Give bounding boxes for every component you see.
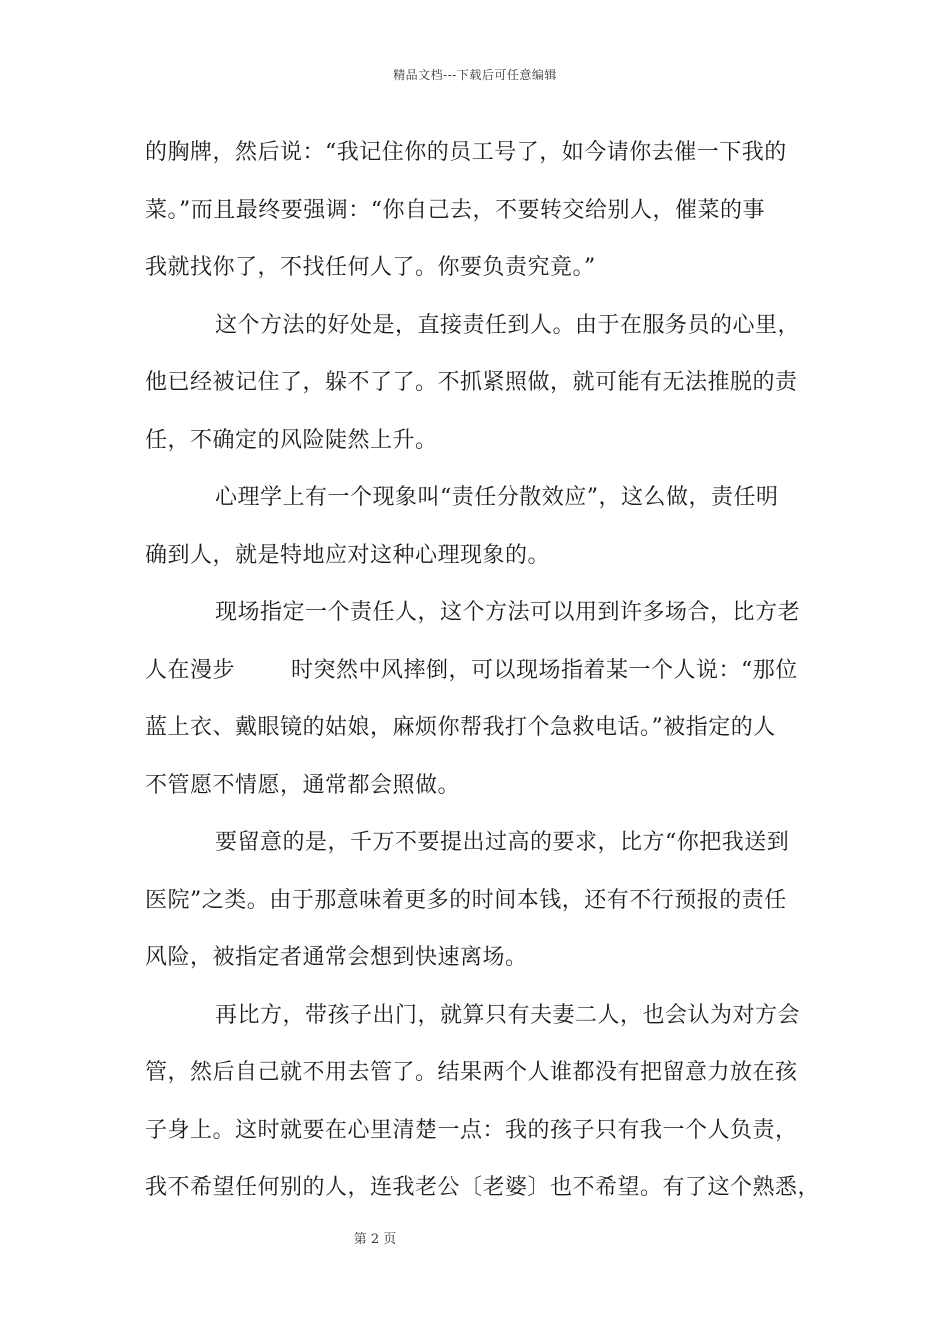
paragraph-first-line: 再比方，带孩子出门，就算只有夫妻二人，也会认为对方会 [215, 1002, 801, 1028]
page-header: 精品文档---下载后可任意编辑 [393, 68, 557, 82]
paragraph-first-line: 现场指定一个责任人，这个方法可以用到许多场合，比方老 [215, 600, 801, 625]
text-line: 医院”之类。由于那意味着更多的时间本钱，还有不行预报的责任 [145, 887, 787, 913]
page-number: 第 2 页 [353, 1232, 397, 1247]
text-line: 的胸牌，然后说：“我记住你的员工号了，如今请你去催一下我的 [145, 140, 787, 165]
text-line: 他已经被记住了，躲不了了。不抓紧照做，就可能有无法推脱的责 [145, 370, 798, 395]
text-line: 风险，被指定者通常会想到快速离场。 [145, 945, 528, 970]
text-line: 蓝上衣、戴眼镜的姑娘，麻烦你帮我打个急救电话。”被指定的人 [145, 715, 776, 740]
text-line [145, 642, 820, 700]
paragraph-first-line: 心理学上有一个现象叫“责任分散效应”，这么做，责任明 [215, 485, 779, 510]
text-line: 不管愿不情愿，通常都会照做。 [145, 772, 461, 798]
text-line: 子身上。这时就要在心里清楚一点：我的孩子只有我一个人负责， [145, 1117, 798, 1143]
text-line: 菜。”而且最终要强调：“你自己去，不要转交给别人，催菜的事 [145, 197, 765, 223]
paragraph-first-line: 这个方法的好处是，直接责任到人。由于在服务员的心里， [215, 312, 801, 338]
text-line: 我就找你了，不找任何人了。你要负责究竟。” [145, 255, 596, 280]
paragraph-first-line: 要留意的是，千万不要提出过高的要求，比方“你把我送到 [215, 830, 790, 855]
text-line: 管，然后自己就不用去管了。结果两个人谁都没有把留意力放在孩 [145, 1060, 798, 1085]
text-line: 确到人，就是特地应对这种心理现象的。 [145, 542, 551, 568]
text-fragment: 时突然中风摔倒，可以现场指着某一个人说：“那位 [291, 657, 798, 683]
document-body [145, 124, 820, 1217]
text-fragment: 人在漫步 [145, 657, 236, 683]
text-line: 任，不确定的风险陡然上升。 [145, 427, 438, 453]
text-line: 我不希望任何别的人，连我老公〔老婆〕也不希望。有了这个熟悉， [145, 1175, 821, 1200]
